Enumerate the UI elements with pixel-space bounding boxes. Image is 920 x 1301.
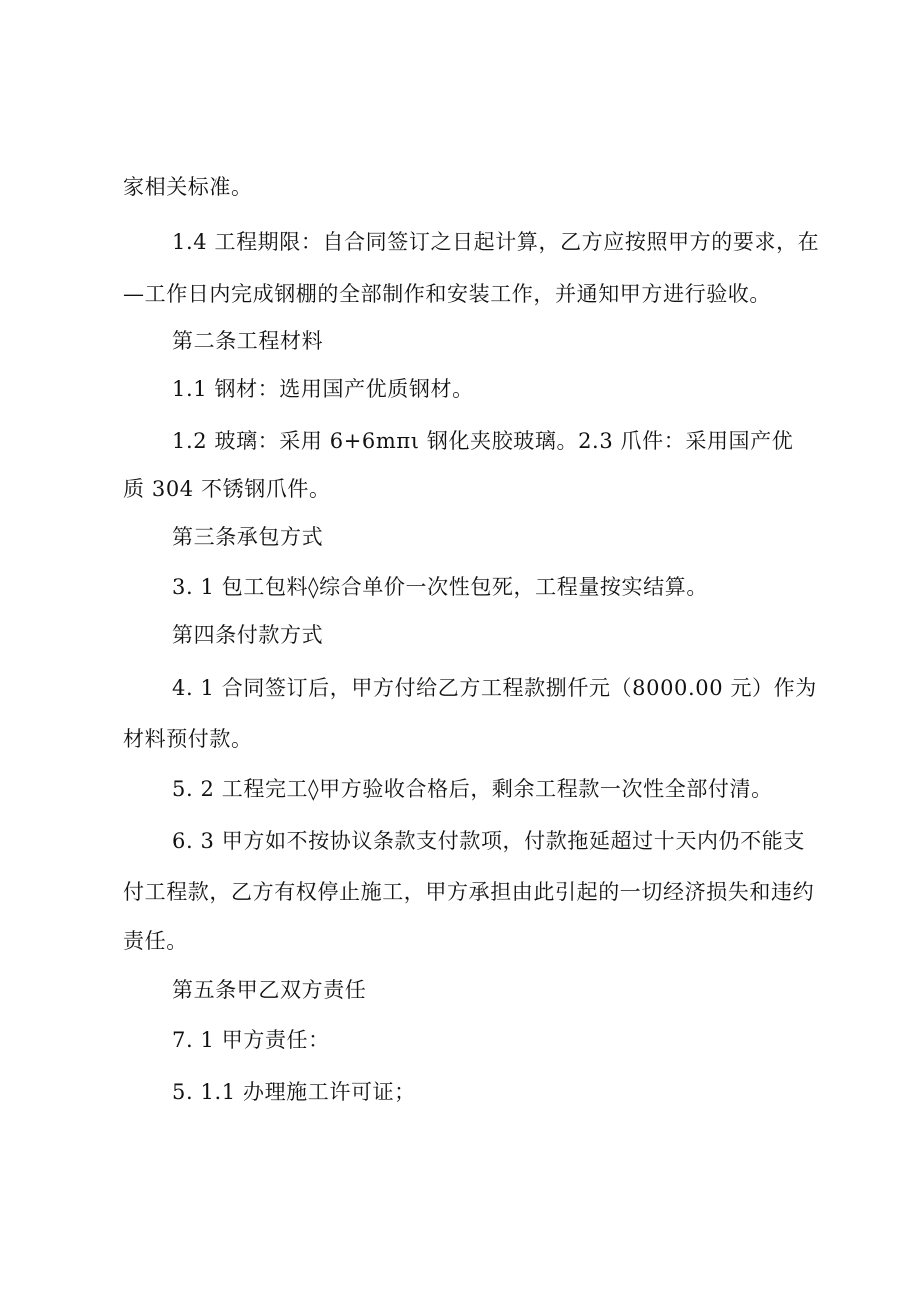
clause-5-1-1-line: 5. 1.1 办理施工许可证； — [172, 1080, 416, 1104]
clause-6-3-line-1: 6. 3 甲方如不按协议条款支付款项，付款拖延超过十天内仍不能支 — [172, 829, 805, 853]
clause-5-2-line: 5. 2 工程完工◊甲方验收合格后，剩余工程款一次性全部付清。 — [172, 777, 773, 801]
paragraph-line: 家相关标准。 — [123, 175, 253, 199]
clause-6-3-line-2: 付工程款，乙方有权停止施工，甲方承担由此引起的一切经济损失和违约 — [123, 880, 815, 904]
article-2-heading: 第二条工程材料 — [172, 329, 324, 353]
clause-4-1-line-1: 4. 1 合同签订后，甲方付给乙方工程款捌仟元（8000.00 元）作为 — [172, 676, 817, 700]
clause-1-4-line-2: —工作日内完成钢棚的全部制作和安装工作，并通知甲方进行验收。 — [123, 282, 771, 306]
clause-1-2-line-1: 1.2 玻璃：采用 6+6mπι 钢化夹胶玻璃。2.3 爪件：采用国产优 — [172, 429, 794, 453]
clause-4-1-line-2: 材料预付款。 — [123, 727, 253, 751]
clause-1-4-line-1: 1.4 工程期限：自合同签订之日起计算，乙方应按照甲方的要求，在 — [172, 230, 820, 254]
article-5-heading: 第五条甲乙双方责任 — [172, 978, 367, 1002]
clause-7-1-line: 7. 1 甲方责任： — [172, 1028, 330, 1052]
article-4-heading: 第四条付款方式 — [172, 623, 324, 647]
clause-6-3-line-3: 责任。 — [123, 929, 188, 953]
clause-1-1-line: 1.1 钢材：选用国产优质钢材。 — [172, 377, 474, 401]
clause-1-2-line-2: 质 304 不锈钢爪件。 — [123, 477, 331, 501]
clause-3-1-line: 3. 1 包工包料◊综合单价一次性包死，工程量按实结算。 — [172, 575, 708, 599]
article-3-heading: 第三条承包方式 — [172, 525, 324, 549]
